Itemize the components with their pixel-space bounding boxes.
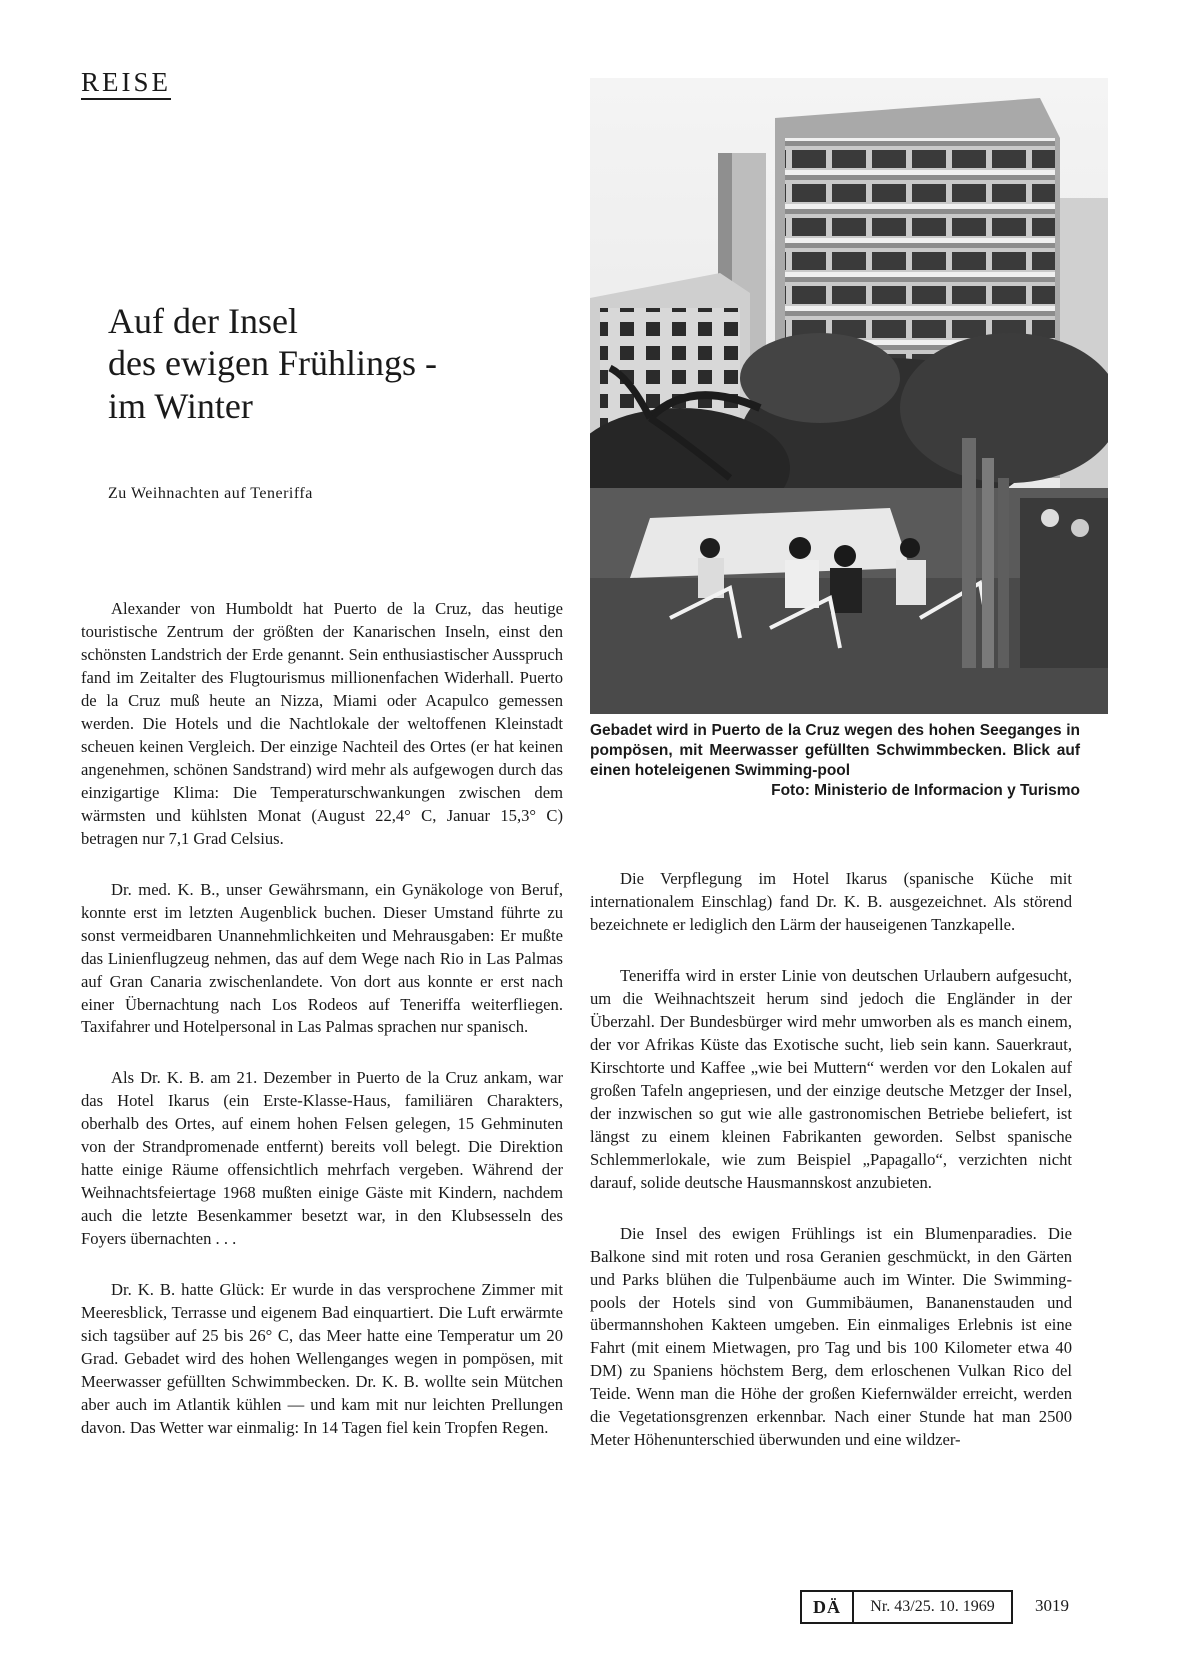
issue-number: Nr. 43/25. 10. 1969 [870,1598,995,1615]
journal-footer-box [800,1590,1013,1624]
hotel-pool-photo [590,78,1108,714]
paragraph: Die Insel des ewigen Frühlings ist ein Blumenparadies. Die Balkone sind mit roten und rosa Geranien geschmückt, in den Gärten und Parks blühen die Tulpenbäume auch im Winter. Die Swimming-pools der Hotels sind von Gummibäumen, Bananenstauden und übermannshohen Kakteen umgeben. Ein einmaliges Erlebnis ist eine Fahrt (mit einem Mietwagen, pro Tag und bis 100 Kilometer etwa 40 DM) zu Spaniens höchstem Berg, dem erloschenen Vulkan Rico del Teide. Wenn man die Höhe der großen Kiefernwälder erreicht, werden die Vegetationsgrenzen erkennbar. Nach einer Stunde hat man 2500 Meter Höhenunterschied überwunden und eine wildzer- [590,1223,1072,1450]
page-number: 3019 [1035,1596,1069,1615]
headline-line: des ewigen Frühlings - [108,343,437,384]
headline-line: Auf der Insel [108,301,298,341]
headline [108,300,558,427]
headline-line: im Winter [108,385,253,426]
photo-caption-text: Gebadet wird in Puerto de la Cruz wegen des hohen Seeganges in pompösen, mit Meerwasser gefüllten Schwimmbecken. Blick auf einen hoteleigenen Swimming-pool [590,722,1080,780]
photo-caption [590,721,1080,802]
right-column [590,868,1072,1480]
subtitle: Zu Weihnachten auf Teneriffa [108,485,313,502]
paragraph: Dr. med. K. B., unser Gewährsmann, ein Gynäkologe von Beruf, konnte erst im letzten Augenblick buchen. Dieser Umstand führte zu sonst vermeidbaren Unannehmlichkeiten und Mehrausgaben: Er mußte das Linienflugzeug nehmen, das auf dem Wege nach Rio in Las Palmas auf Gran Canaria zwischenlandete. Von dort aus konnte er erst nach einer Übernachtung nach Los Rodeos auf Teneriffa weiterfliegen. Taxifahrer und Hotelpersonal in Las Palmas sprachen nur spanisch. [81,879,563,1037]
paragraph: Teneriffa wird in erster Linie von deutschen Urlaubern aufgesucht, um die Weihnachtszeit herum sind jedoch die Engländer in der Überzahl. Der Bundesbürger wird mehr umworben als es manch einem, der vor Afrikas Küste das Exotische sucht, lieb sein kann. Sauerkraut, Kirschtorte und Kaffee „wie bei Muttern“ werden vor den Lokalen auf großen Tafeln angepriesen, und der einzige deutsche Metzger der Insel, der inzwischen so gut wie alle gastronomischen Betriebe beliefert, ist längst zu einem kleinen Fabrikanten geworden. Selbst spanische Schlemmerlokale, wie zum Beispiel „Papagallo“, verzichten nicht darauf, solide deutsche Hausmannskost anzubieten. [590,965,1072,1192]
paragraph: Dr. K. B. hatte Glück: Er wurde in das versprochene Zimmer mit Meeresblick, Terrasse und eigenem Bad einquartiert. Die Luft erwärmte sich tagsüber auf 25 bis 26° C, das Meer hatte eine Temperatur um 20 Grad. Gebadet wird des hohen Wellenganges wegen in pompösen, mit Meerwasser gefüllten Schwimmbecken. Dr. K. B. wollte sein Mütchen aber auch im Atlantik kühlen — und kam mit nur leichten Prellungen davon. Das Wetter war einmalig: In 14 Tagen fiel kein Tropfen Regen. [81,1280,563,1437]
paragraph: Als Dr. K. B. am 21. Dezember in Puerto de la Cruz ankam, war das Hotel Ikarus (ein Erste-Klasse-Haus, familiären Charakters, oberhalb des Ortes, auf einem hohen Felsen gelegen, 15 Gehminuten von der Strandpromenade entfernt) bereits voll belegt. Die Direktion hatte einige Räume offensichtlich mehrfach vergeben. Während der Weihnachtsfeiertage 1968 mußten einige Gäste mit Kindern, nachdem auch die letzte Besenkammer besetzt war, in den Klubsesseln des Foyers übernachten . . . [81,1068,563,1249]
paragraph: Die Verpflegung im Hotel Ikarus (spanische Küche mit internationalem Einschlag) fand Dr. K. B. ausgezeichnet. Als störend bezeichnete er lediglich den Lärm der hauseigenen Tanzkapelle. [590,869,1072,934]
left-column [81,598,563,1468]
paragraph: Alexander von Humboldt hat Puerto de la Cruz, das heutige touristische Zentrum der größten der Kanarischen Inseln, einst den schönsten Landstrich der Erde genannt. Sein enthusiastischer Ausspruch fand im Zeitalter des Flugtourismus millionenfachen Widerhall. Puerto de la Cruz muß heute an Nizza, Miami oder Acapulco gemessen werden. Die Hotels und die Nachtlokale der weltoffenen Kleinstadt scheuen keinen Vergleich. Der einzige Nachteil des Ortes (er hat keinen angenehmen, schönen Sandstrand) wird mehr als aufgewogen durch das einzigartige Klima: Die Temperaturschwankungen zwischen dem wärmsten und kühlsten Monat (August 22,4° C, Januar 15,3° C) betragen nur 7,1 Grad Celsius. [81,599,563,848]
photo-credit: Foto: Ministerio de Informacion y Turismo [771,782,1080,800]
section-label: REISE [81,68,171,100]
journal-logo: DÄ [802,1592,854,1622]
